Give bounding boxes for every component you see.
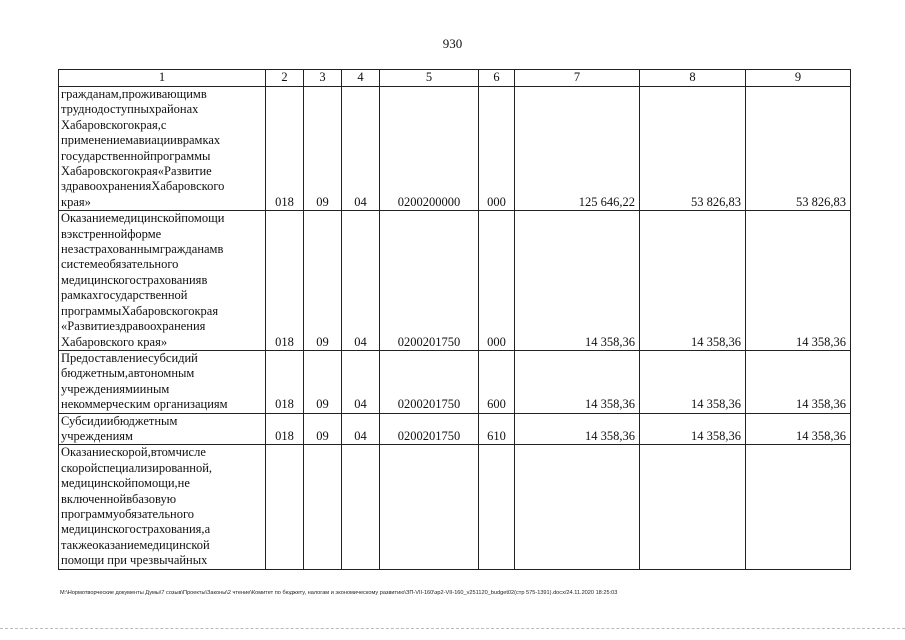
description-line: программыХабаровскогокрая xyxy=(61,303,219,318)
table-row xyxy=(59,87,851,211)
header-row xyxy=(59,70,851,87)
description-line: «Развитиездравоохранения xyxy=(61,319,206,334)
description-line: Хабаровскогокрая,с xyxy=(61,117,167,132)
header-cell: 7 xyxy=(515,70,640,87)
header-cell: 9 xyxy=(746,70,851,87)
amount-cell-c7: 14 358,36 xyxy=(515,350,640,413)
description-line: Оказаниемедицинскойпомощи xyxy=(61,211,225,226)
description-line: медицинскогострахования,а xyxy=(61,522,211,537)
code-cell-c2: 018 xyxy=(266,87,304,211)
code-cell-c5: 0200201750 xyxy=(380,413,479,445)
row-description xyxy=(59,350,266,413)
description-line: Хабаровскогокрая«Развитие xyxy=(61,164,212,179)
code-cell-c2: 018 xyxy=(266,350,304,413)
description-line: Субсидиибюджетным xyxy=(61,413,178,428)
description-line: медицинскойпомощи,не xyxy=(61,476,190,491)
table-row xyxy=(59,350,851,413)
description-line: рамкахгосударственной xyxy=(61,288,188,303)
code-cell-c3: 09 xyxy=(304,350,342,413)
code-cell-c2 xyxy=(266,445,304,569)
header-cell: 1 xyxy=(59,70,266,87)
description-line: учреждениям xyxy=(61,428,133,443)
description-line: здравоохраненияХабаровского xyxy=(61,179,225,194)
amount-cell-c9: 14 358,36 xyxy=(746,211,851,351)
code-cell-c4: 04 xyxy=(342,211,380,351)
description-line: Оказаниескорой,втомчисле xyxy=(61,445,206,460)
table-row xyxy=(59,413,851,445)
description-line: незастрахованнымгражданамв xyxy=(61,242,224,257)
code-cell-c5: 0200201750 xyxy=(380,350,479,413)
description-line: скоройспециализированной, xyxy=(61,460,213,475)
amount-cell-c8: 14 358,36 xyxy=(640,413,746,445)
code-cell-c4: 04 xyxy=(342,87,380,211)
code-cell-c6 xyxy=(479,445,515,569)
description-line: такжеоказаниемедицинской xyxy=(61,537,210,552)
code-cell-c3: 09 xyxy=(304,87,342,211)
code-cell-c5: 0200201750 xyxy=(380,211,479,351)
row-description xyxy=(59,87,266,211)
amount-cell-c7 xyxy=(515,445,640,569)
amount-cell-c8: 14 358,36 xyxy=(640,211,746,351)
code-cell-c2: 018 xyxy=(266,211,304,351)
description-line: применениемавиацииврамках xyxy=(61,133,221,148)
code-cell-c2: 018 xyxy=(266,413,304,445)
header-cell: 5 xyxy=(380,70,479,87)
code-cell-c5: 0200200000 xyxy=(380,87,479,211)
amount-cell-c9: 14 358,36 xyxy=(746,413,851,445)
code-cell-c6: 000 xyxy=(479,211,515,351)
description-line: включеннойвбазовую xyxy=(61,491,177,506)
description-line: программуобязательного xyxy=(61,506,195,521)
row-description xyxy=(59,211,266,351)
description-line: вэкстреннойформе xyxy=(61,226,162,241)
amount-cell-c7: 14 358,36 xyxy=(515,211,640,351)
description-line: края» xyxy=(61,194,91,209)
description-line: бюджетным,автономным xyxy=(61,366,195,381)
description-line: системеобязательного xyxy=(61,257,179,272)
header-cell: 4 xyxy=(342,70,380,87)
code-cell-c4 xyxy=(342,445,380,569)
amount-cell-c7: 14 358,36 xyxy=(515,413,640,445)
code-cell-c3 xyxy=(304,445,342,569)
code-cell-c3: 09 xyxy=(304,211,342,351)
description-line: труднодоступныхрайонах xyxy=(61,102,199,117)
row-description xyxy=(59,445,266,569)
table-row xyxy=(59,445,851,569)
amount-cell-c7: 125 646,22 xyxy=(515,87,640,211)
code-cell-c5 xyxy=(380,445,479,569)
row-description xyxy=(59,413,266,445)
amount-cell-c9 xyxy=(746,445,851,569)
description-line: некоммерческим организациям xyxy=(61,397,228,412)
code-cell-c6: 610 xyxy=(479,413,515,445)
header-cell: 3 xyxy=(304,70,342,87)
page-number: 930 xyxy=(442,36,463,51)
amount-cell-c9: 14 358,36 xyxy=(746,350,851,413)
budget-table xyxy=(58,69,851,570)
header-cell: 6 xyxy=(479,70,515,87)
code-cell-c3: 09 xyxy=(304,413,342,445)
description-line: Хабаровского края» xyxy=(61,334,168,349)
description-line: помощи при чрезвычайных xyxy=(61,553,208,568)
description-line: Предоставлениесубсидий xyxy=(61,350,198,365)
table-row xyxy=(59,211,851,351)
code-cell-c4: 04 xyxy=(342,350,380,413)
description-line: медицинскогострахованияв xyxy=(61,272,208,287)
file-path-footer: M:\Нормотворческие документы Думы\7 созыв\Проекты\Законы\2 чтение\Комитет по бюджету, налогам и экономическому развитию\ЗП-VII-160\зр2-VII-160_v251120_budget02(стр 575-1391).docx/24.11.2020 18:25:03 xyxy=(60,590,618,596)
code-cell-c6: 600 xyxy=(479,350,515,413)
amount-cell-c9: 53 826,83 xyxy=(746,87,851,211)
amount-cell-c8: 14 358,36 xyxy=(640,350,746,413)
description-line: гражданам,проживающимв xyxy=(61,87,207,101)
amount-cell-c8 xyxy=(640,445,746,569)
code-cell-c4: 04 xyxy=(342,413,380,445)
code-cell-c6: 000 xyxy=(479,87,515,211)
header-cell: 2 xyxy=(266,70,304,87)
header-cell: 8 xyxy=(640,70,746,87)
bottom-divider xyxy=(0,628,905,629)
amount-cell-c8: 53 826,83 xyxy=(640,87,746,211)
description-line: государственнойпрограммы xyxy=(61,148,211,163)
description-line: учреждениямииным xyxy=(61,381,170,396)
